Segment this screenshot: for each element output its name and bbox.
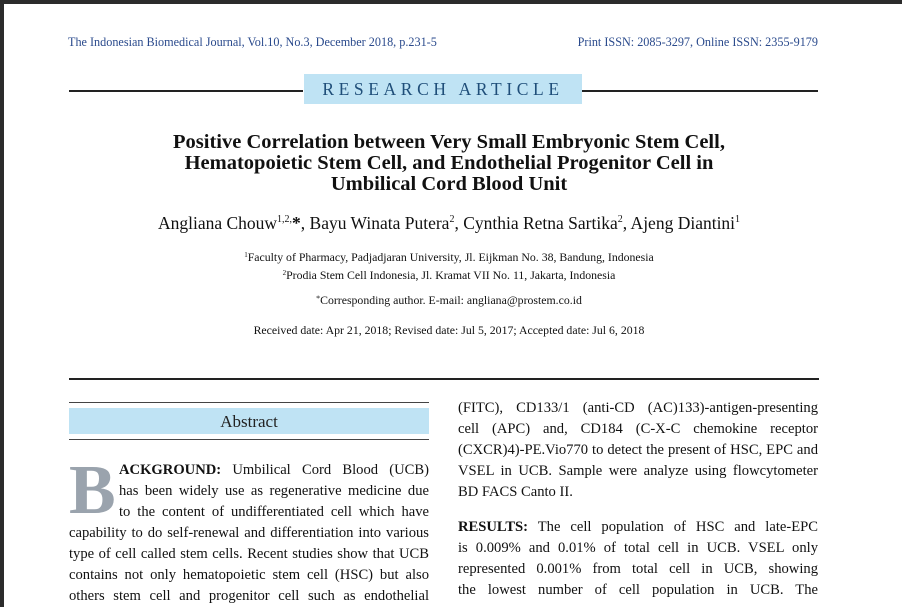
- text-line: type of cell called stem cells. Recent studies show that UCB: [69, 546, 429, 562]
- title-line: Positive Correlation between Very Small Embryonic Stem Cell,: [173, 131, 725, 153]
- section-label-background: ACKGROUND:: [119, 462, 222, 478]
- text-line: to the content of undifferentiated cell which have: [119, 504, 429, 520]
- affiliation-text: Faculty of Pharmacy, Padjadjaran University, Jl. Eijkman No. 38, Bandung, Indonesia: [247, 250, 654, 264]
- title-line: Hematopoietic Stem Cell, and Endothelial Progenitor Cell in: [184, 152, 714, 174]
- author-name: Angliana Chouw: [157, 213, 278, 233]
- journal-citation: The Indonesian Biomedical Journal, Vol.10, No.3, December 2018, p.231-5: [68, 35, 437, 49]
- text-line: the lowest number of cell population in UCB. The: [458, 582, 818, 598]
- paragraph-gap: [458, 503, 818, 517]
- section-label-results: RESULTS:: [458, 519, 529, 535]
- text-line: represented 0.001% from total cell in UCB, showing: [458, 561, 818, 577]
- text-line: [69, 460, 429, 481]
- header-rule-right: [582, 90, 818, 92]
- text-fragment: The cell population of HSC and late-EPC: [528, 519, 818, 535]
- affiliation-text: Prodia Stem Cell Indonesia, Jl. Kramat VII No. 11, Jakarta, Indonesia: [286, 267, 616, 282]
- text-line: has been widely use as regenerative medicine due: [119, 483, 429, 499]
- abstract-right-column: [458, 398, 818, 601]
- author-affiliation-mark: 1,2,: [277, 214, 293, 225]
- author-name: , Bayu Winata Putera: [300, 213, 450, 233]
- title-line: Umbilical Cord Blood Unit: [330, 173, 568, 195]
- corresponding-text: Corresponding author. E-mail: angliana@prostem.co.id: [320, 293, 582, 307]
- header-rule-left: [69, 90, 303, 92]
- author-name: , Ajeng Diantini: [622, 213, 736, 233]
- article-title: [104, 132, 794, 195]
- drop-cap: B: [69, 452, 116, 529]
- affiliations: [124, 248, 774, 283]
- article-type-badge: RESEARCH ARTICLE: [304, 74, 582, 104]
- text-line: is 0.009% and 0.01% of total cell in UCB. VSEL only: [458, 540, 818, 556]
- affiliation-mark: 1: [244, 251, 248, 259]
- article-dates: Received date: Apr 21, 2018; Revised date: Jul 5, 2017; Accepted date: Jul 6, 2018: [253, 323, 645, 337]
- issn-info: Print ISSN: 2085-3297, Online ISSN: 2355-9179: [577, 35, 818, 49]
- corresponding-star: *: [316, 294, 321, 303]
- text-line: capability to do self-renewal and differentiation into various: [69, 525, 429, 541]
- text-line: BD FACS Canto II.: [458, 484, 573, 500]
- abstract-heading-box: [69, 402, 429, 440]
- text-line: cell (APC) and, CD184 (C-X-C chemokine receptor: [458, 421, 818, 437]
- author-affiliation-mark: 2: [617, 214, 623, 225]
- text-fragment: Umbilical Cord Blood (UCB): [221, 462, 429, 478]
- author-affiliation-mark: 1: [735, 214, 741, 225]
- author-affiliation-mark: 2: [449, 214, 455, 225]
- abstract-heading: Abstract: [220, 412, 278, 431]
- text-line: (FITC), CD133/1 (anti-CD (AC)133)-antigen-presenting: [458, 400, 818, 416]
- affiliation-line: [124, 266, 774, 284]
- affiliation-line: [124, 248, 774, 266]
- text-line: (CXCR)4)-PE.Vio770 to detect the present of HSC, EPC and: [458, 442, 818, 458]
- abstract-left-column: [69, 452, 429, 607]
- corresponding-author: [124, 293, 774, 308]
- article-page: [4, 4, 902, 607]
- section-rule: [69, 378, 819, 380]
- text-line: contains not only hematopoietic stem cell (HSC) but also: [69, 567, 429, 583]
- text-line: [458, 517, 818, 538]
- author-list: [64, 213, 834, 234]
- text-line: others stem cell and progenitor cell such as endothelial: [69, 588, 429, 604]
- affiliation-mark: 2: [282, 268, 287, 277]
- corresponding-star: *: [292, 213, 301, 233]
- text-line: VSEL in UCB. Sample were analyze using flowcytometer: [458, 463, 818, 479]
- author-name: , Cynthia Retna Sartika: [454, 213, 618, 233]
